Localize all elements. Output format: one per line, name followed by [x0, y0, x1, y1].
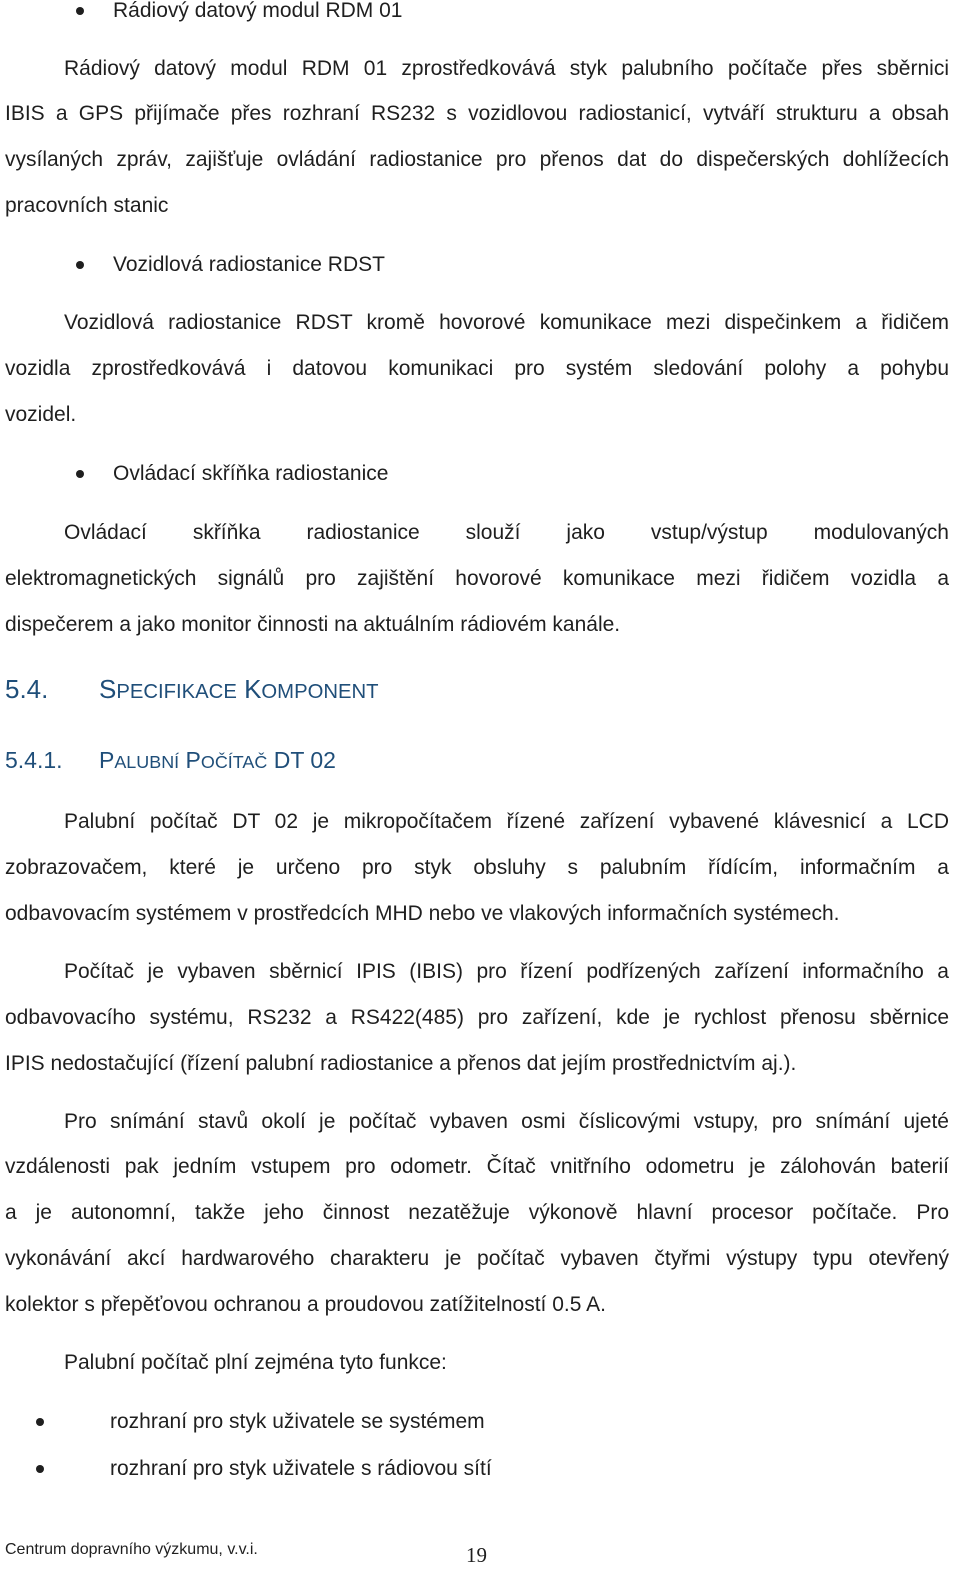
- bullet-heading-rdst: Vozidlová radiostanice RDST: [113, 253, 385, 276]
- footer-organization: Centrum dopravního výzkumu, v.v.i.: [5, 1541, 258, 1558]
- paragraph-line: IPIS nedostačující (řízení palubní radiostanice a přenos dat jejím prostřednictvím aj.).: [5, 1052, 797, 1075]
- paragraph-line: Vozidlová radiostanice RDST kromě hovorové komunikace mezi dispečinkem a řidičem: [64, 311, 949, 334]
- paragraph-line: Ovládací skříňka radiostanice slouží jako vstup/výstup modulovaných: [64, 521, 949, 544]
- bullet-dot: [36, 1418, 44, 1426]
- paragraph-line: vykonávání akcí hardwarového charakteru je počítač vybaven čtyřmi výstupy typu otevřený: [5, 1247, 949, 1270]
- bullet-heading-control-box: Ovládací skříňka radiostanice: [113, 462, 389, 485]
- list-item: rozhraní pro styk uživatele s rádiovou sítí: [110, 1457, 492, 1480]
- section-heading-5-4-1: [0, 744, 960, 776]
- bullet-dot: [76, 470, 84, 478]
- paragraph-line: IBIS a GPS přijímače přes rozhraní RS232 s vozidlovou radiostanicí, vytváří strukturu a obsah: [5, 102, 949, 125]
- bullet-dot: [36, 1465, 44, 1473]
- paragraph-line: odbavovacího systému, RS232 a RS422(485) pro zařízení, kde je rychlost přenosu sběrnice: [5, 1006, 949, 1029]
- paragraph-line: Pro snímání stavů okolí je počítač vybaven osmi číslicovými vstupy, pro snímání ujeté: [64, 1110, 949, 1133]
- section-heading-5-4: [0, 673, 960, 705]
- paragraph-line: vysílaných zpráv, zajišťuje ovládání radiostanice pro přenos dat do dispečerských dohlížecích: [5, 148, 949, 171]
- bullet-heading-rdm: Rádiový datový modul RDM 01: [113, 0, 403, 22]
- paragraph-line: pracovních stanic: [5, 194, 169, 217]
- paragraph-line: zobrazovačem, které je určeno pro styk obsluhy s palubním řídícím, informačním a: [5, 856, 949, 879]
- paragraph-line: elektromagnetických signálů pro zajištění hovorové komunikace mezi řidičem vozidla a: [5, 567, 949, 590]
- heading-title: PALUBNÍ POČÍTAČ DT 02: [99, 747, 336, 773]
- paragraph-line: Palubní počítač DT 02 je mikropočítačem řízené zařízení vybavené klávesnicí a LCD: [64, 810, 949, 833]
- paragraph-line: Palubní počítač plní zejména tyto funkce:: [64, 1351, 447, 1374]
- bullet-dot: [76, 7, 84, 15]
- paragraph-line: odbavovacím systémem v prostředcích MHD nebo ve vlakových informačních systémech.: [5, 902, 840, 925]
- heading-number: 5.4.1.: [5, 747, 63, 773]
- paragraph-line: kolektor s přepěťovou ochranou a proudovou zatížitelností 0.5 A.: [5, 1293, 606, 1316]
- heading-number: 5.4.: [5, 674, 49, 704]
- paragraph-line: vozidla zprostředkovává i datovou komunikaci pro systém sledování polohy a pohybu: [5, 357, 949, 380]
- bullet-dot: [76, 261, 84, 269]
- paragraph-line: vozidel.: [5, 403, 77, 426]
- paragraph-line: a je autonomní, takže jeho činnost nezatěžuje výkonově hlavní procesor počítače. Pro: [5, 1201, 949, 1224]
- heading-title: SPECIFIKACE KOMPONENT: [99, 674, 379, 704]
- page-number: 19: [466, 1543, 487, 1567]
- list-item: rozhraní pro styk uživatele se systémem: [110, 1410, 485, 1433]
- paragraph-line: Rádiový datový modul RDM 01 zprostředkovává styk palubního počítače přes sběrnici: [64, 57, 949, 80]
- paragraph-line: Počítač je vybaven sběrnicí IPIS (IBIS) pro řízení podřízených zařízení informačního a: [64, 960, 949, 983]
- paragraph-line: vzdálenosti pak jedním vstupem pro odometr. Čítač vnitřního odometru je zálohován baterií: [5, 1155, 949, 1178]
- paragraph-line: dispečerem a jako monitor činnosti na aktuálním rádiovém kanále.: [5, 613, 621, 636]
